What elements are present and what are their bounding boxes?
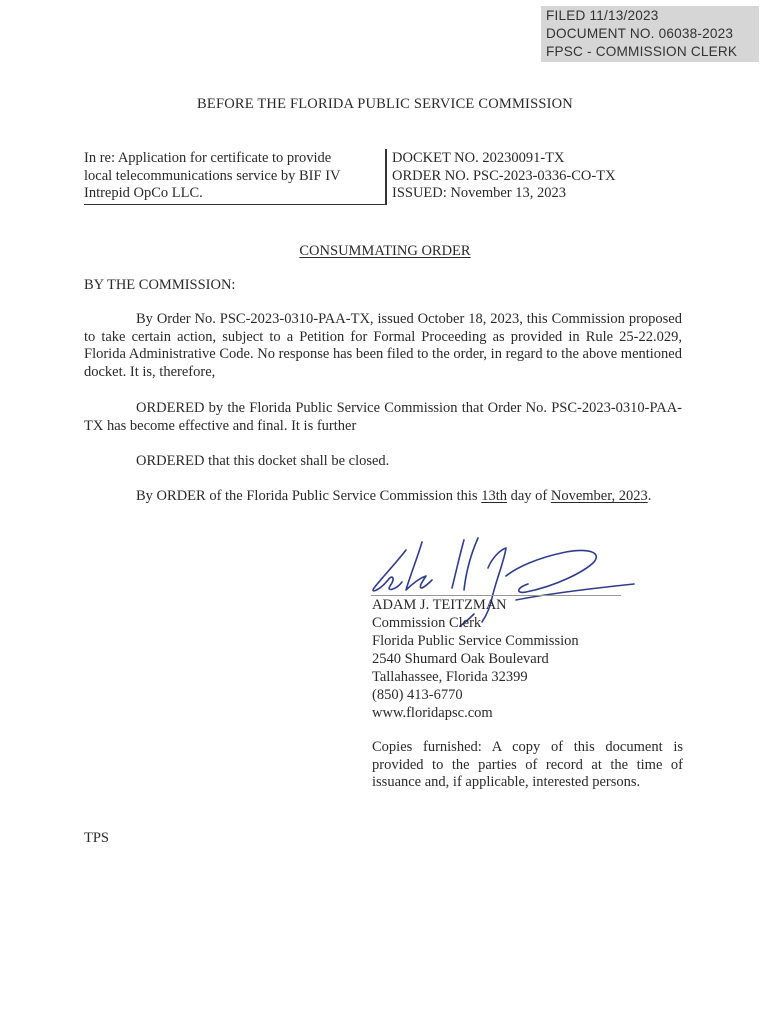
- by-order-suffix: .: [647, 488, 652, 504]
- clerk-street-address: 2540 Shumard Oak Boulevard: [372, 651, 549, 667]
- order-title-text: CONSUMMATING ORDER: [299, 243, 471, 259]
- clerk-name: ADAM J. TEITZMAN: [372, 597, 507, 613]
- paragraph-3: ORDERED that this docket shall be closed.: [136, 453, 390, 469]
- clerk-block: [372, 596, 579, 722]
- in-re-line: local telecommunications service by BIF IV: [84, 167, 341, 184]
- stamp-commission-clerk: FPSC - COMMISSION CLERK: [546, 44, 738, 59]
- filing-stamp: [541, 6, 759, 62]
- clerk-title: Commission Clerk: [372, 615, 482, 631]
- order-title: [0, 243, 770, 260]
- by-order-day: 13th: [481, 488, 507, 504]
- paragraph-2: ORDERED by the Florida Public Service Commission that Order No. PSC-2023-0310-PAA-TX has become effective and final. It is further: [84, 400, 682, 434]
- clerk-phone: (850) 413-6770: [372, 687, 463, 703]
- clerk-organization: Florida Public Service Commission: [372, 633, 579, 649]
- by-order-mid: day of: [506, 488, 551, 504]
- issued-date: ISSUED: November 13, 2023: [392, 185, 566, 201]
- in-re-line: Intrepid OpCo LLC.: [84, 185, 203, 201]
- by-order-prefix: By ORDER of the Florida Public Service Commission this: [136, 488, 482, 504]
- docket-block: [392, 150, 616, 203]
- clerk-website: www.floridapsc.com: [372, 705, 493, 721]
- author-initials: TPS: [84, 830, 109, 846]
- stamp-filed-date: FILED 11/13/2023: [546, 8, 659, 23]
- clerk-city-state: Tallahassee, Florida 32399: [372, 669, 528, 685]
- caption-underline: [84, 204, 386, 205]
- by-order-month-year: November, 2023: [550, 488, 648, 504]
- in-re-block: [84, 150, 384, 203]
- in-re-line: In re: Application for certificate to provide: [84, 150, 332, 166]
- paragraph-1: By Order No. PSC-2023-0310-PAA-TX, issued October 18, 2023, this Commission proposed to take certain action, subject to a Petition for Formal Proceeding as provided in Rule 25-22.029, Florida Administrative Code. No response has been filed to the order, in regard to the above mentioned docket. It is, therefore,: [84, 311, 682, 380]
- by-order-line: [136, 488, 651, 505]
- order-number: ORDER NO. PSC-2023-0336-CO-TX: [392, 167, 616, 184]
- docket-number: DOCKET NO. 20230091-TX: [392, 150, 565, 166]
- caption-divider: [385, 149, 387, 205]
- copies-furnished: Copies furnished: A copy of this document is provided to the parties of record at the time of issuance and, if applicable, interested persons.: [372, 739, 683, 791]
- stamp-document-number: DOCUMENT NO. 06038-2023: [546, 26, 734, 41]
- document-heading: BEFORE THE FLORIDA PUBLIC SERVICE COMMISSION: [197, 96, 573, 112]
- by-the-commission: BY THE COMMISSION:: [84, 277, 236, 293]
